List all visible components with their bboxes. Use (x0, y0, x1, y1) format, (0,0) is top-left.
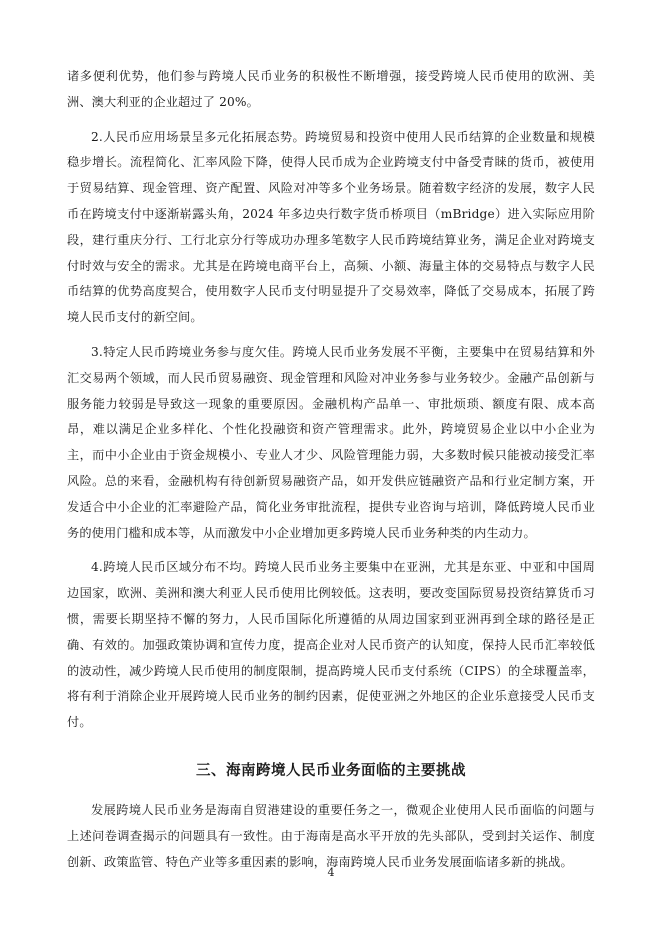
paragraph-continuation: 诸多便利优势，他们参与跨境人民币业务的积极性不断增强，接受跨境人民币使用的欧洲、美洲、澳大利亚的企业超过了 20%。 (67, 69, 595, 109)
paragraph-regional-distribution: 4.跨境人民币区域分布不均。跨境人民币业务主要集中在亚洲，尤其是东亚、中亚和中国周边国家，欧洲、美洲和澳大利亚人民币使用比例较低。这表明，要改变国际贸易投资结算货币习惯，需要长期坚持不懈的努力，人民币国际化所遵循的从周边国家到亚洲再到全球的路径是正确、有效的。加强政策协调和宣传力度，提高企业对人民币资产的认知度，保持人民币汇率较低的波动性，减少跨境人民币使用的制度限制，提高跨境人民币支付系统（CIPS）的全球覆盖率，将有利于消除企业开展跨境人民币业务的制约因素，促使亚洲之外地区的企业乐意接受人民币支付。 (67, 560, 595, 730)
paragraph-renminbi-application-scenarios: 2.人民币应用场景呈多元化拓展态势。跨境贸易和投资中使用人民币结算的企业数量和规模稳步增长。流程简化、汇率风险下降，使得人民币成为企业跨境支付中备受青睐的货币，被使用于贸易结算、现金管理、资产配置、风险对冲等多个业务场景。随着数字经济的发展，数字人民币在跨境支付中逐渐崭露头角，2024 年多边央行数字货币桥项目（mBridge）进入实际应用阶段，建行重庆分行、工行北京分行等成功办理多笔数字人民币跨境结算业务，满足企业对跨境支付时效与安全的需求。尤其是在跨境电商平台上，高频、小额、海量主体的交易特点与数字人民币结算的优势高度契合，使用数字人民币支付明显提升了交易效率，降低了交易成本，拓展了跨境人民币支付的新空间。 (67, 129, 595, 325)
section-heading: 三、海南跨境人民币业务面临的主要挑战 (196, 762, 466, 779)
paragraph-specific-business-participation: 3.特定人民币跨境业务参与度欠佳。跨境人民币业务发展不平衡，主要集中在贸易结算和外汇交易两个领域，而人民币贸易融资、现金管理和风险对冲业务参与业务较少。金融产品创新与服务能力较弱是导致这一现象的重要原因。金融机构产品单一、审批烦琐、额度有限、成本高昂，难以满足企业多样化、个性化投融资和资产管理需求。此外，跨境贸易企业以中小企业为主，而中小企业由于资金规模小、专业人才少、风险管理能力弱，大多数时候只能被动接受汇率风险。总的来看，金融机构有待创新贸易融资产品，如开发供应链融资产品和行业定制方案，开发适合中小企业的汇率避险产品，简化业务审批流程，提供专业咨询与培训，降低跨境人民币业务的使用门槛和成本等，从而激发中小企业增加更多跨境人民币业务种类的内生动力。 (67, 344, 595, 540)
page-number: 4 (327, 866, 335, 879)
paragraph-hainan-challenges-intro: 发展跨境人民币业务是海南自贸港建设的重要任务之一，微观企业使用人民币面临的问题与上述问卷调查揭示的问题具有一致性。由于海南是高水平开放的先头部队，受到封关运作、制度创新、政策监管、特色产业等多重因素的影响，海南跨境人民币业务发展面临诸多新的挑战。 (67, 802, 595, 869)
page-body (67, 64, 595, 875)
